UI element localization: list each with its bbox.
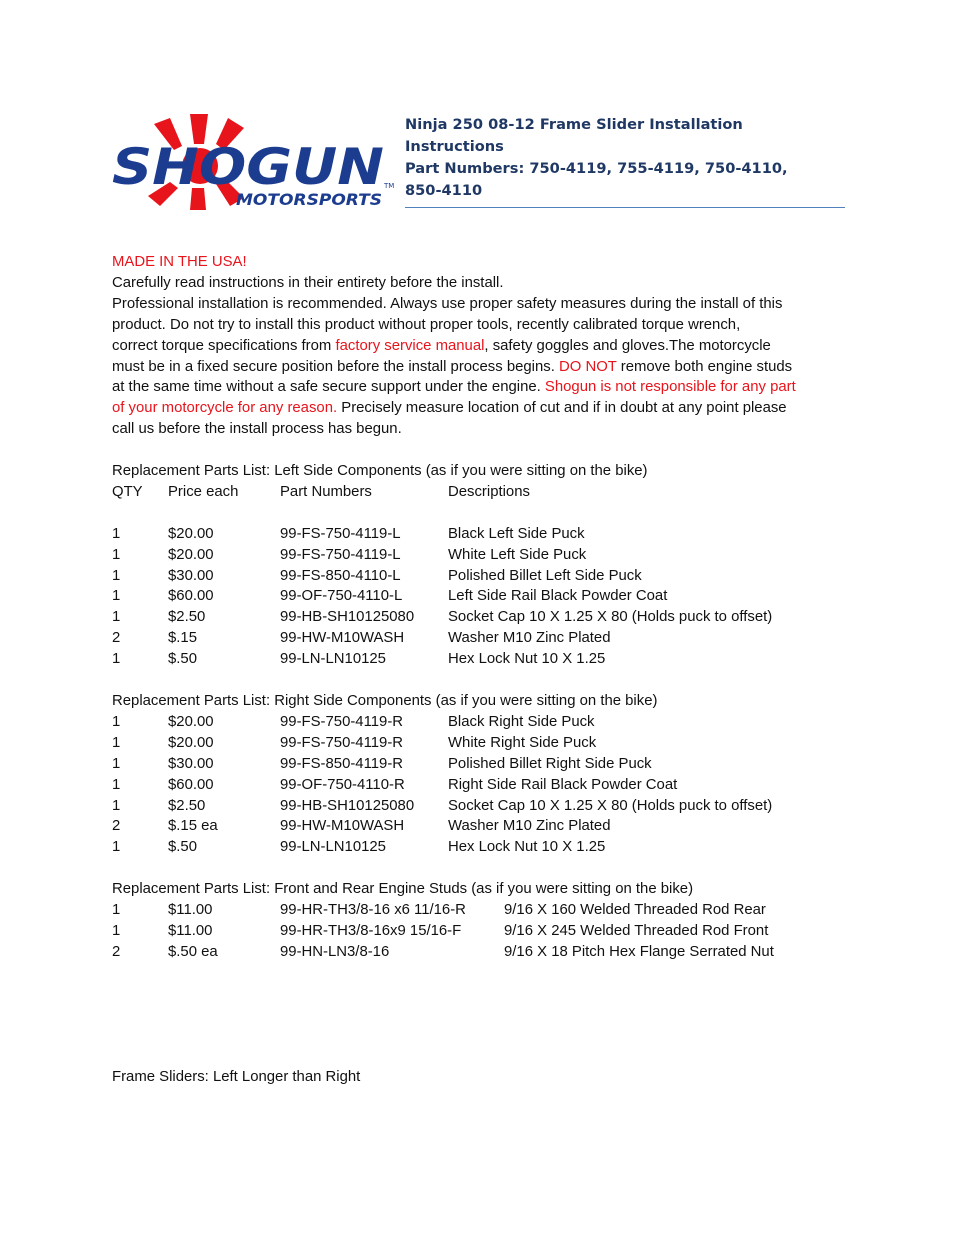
qty-cell: 1 — [112, 651, 121, 668]
qty-cell: 2 — [112, 630, 121, 647]
instructions-line: call us before the install process has begun. — [112, 421, 402, 438]
price-cell: $2.50 — [168, 609, 206, 626]
instructions-body — [112, 252, 852, 1088]
qty-cell: 1 — [112, 776, 121, 793]
table-row — [112, 566, 852, 587]
studs-parts-heading: Replacement Parts List: Front and Rear Engine Studs (as if you were sitting on the bike) — [112, 881, 694, 898]
part-number-cell: 99-HR-TH3/8-16x9 15/16-F — [280, 922, 462, 939]
part-number-cell: 99-FS-750-4119-L — [280, 546, 401, 563]
price-cell: $20.00 — [168, 546, 214, 563]
price-cell: $30.00 — [168, 567, 214, 584]
price-cell: $11.00 — [168, 902, 213, 919]
price-cell: $.50 — [168, 839, 197, 856]
instructions-line: at the same time without a safe secure support under the engine. Shogun is not responsible for any part — [112, 379, 796, 396]
made-in-usa: MADE IN THE USA! — [112, 254, 247, 270]
table-row — [112, 796, 852, 817]
table-row — [112, 649, 852, 670]
part-number-cell: 99-OF-750-4110-R — [280, 776, 405, 793]
liability-warning: of your motorcycle for any reason. — [112, 400, 338, 417]
qty-cell: 1 — [112, 839, 121, 856]
price-cell: $.50 ea — [168, 943, 218, 960]
description-cell: Right Side Rail Black Powder Coat — [448, 776, 678, 793]
description-cell: White Left Side Puck — [448, 546, 587, 563]
part-number-cell: 99-FS-850-4110-L — [280, 567, 401, 584]
qty-cell: 1 — [112, 755, 121, 772]
part-number-cell: 99-HW-M10WASH — [280, 630, 405, 647]
description-cell: Socket Cap 10 X 1.25 X 80 (Holds puck to offset) — [448, 609, 773, 626]
table-row — [112, 524, 852, 545]
price-cell: $60.00 — [168, 588, 214, 605]
part-number-cell: 99-LN-LN10125 — [280, 839, 386, 856]
instructions-line: Professional installation is recommended. Always use proper safety measures during the install of this — [112, 295, 783, 312]
qty-cell: 1 — [112, 797, 121, 814]
price-cell: $20.00 — [168, 525, 214, 542]
description-cell: 9/16 X 245 Welded Threaded Rod Front — [504, 922, 769, 939]
price-cell: $30.00 — [168, 755, 214, 772]
svg-text:TM: TM — [384, 182, 394, 190]
table-row — [112, 733, 852, 754]
price-cell: $11.00 — [168, 922, 213, 939]
description-cell: Black Left Side Puck — [448, 525, 585, 542]
part-number-cell: 99-FS-750-4119-L — [280, 525, 401, 542]
column-header: Price each — [168, 483, 239, 500]
do-not-warning: DO NOT — [558, 358, 617, 375]
column-header: QTY — [112, 483, 143, 500]
qty-cell: 1 — [112, 567, 121, 584]
footer-note: Frame Sliders: Left Longer than Right — [112, 1068, 361, 1085]
price-cell: $.15 — [168, 630, 197, 647]
part-number-cell: 99-HB-SH10125080 — [280, 609, 415, 626]
read-first: Carefully read instructions in their entirety before the install. — [112, 274, 504, 291]
price-cell: $20.00 — [168, 713, 214, 730]
table-row — [112, 628, 852, 649]
part-numbers-line: 850-4110 — [405, 182, 483, 199]
table-row — [112, 816, 852, 837]
part-number-cell: 99-HW-M10WASH — [280, 818, 405, 835]
left-parts-heading: Replacement Parts List: Left Side Components (as if you were sitting on the bike) — [112, 463, 648, 480]
table-row — [112, 586, 852, 607]
instructions-line: product. Do not try to install this product without proper tools, recently calibrated torque wrench, — [112, 316, 741, 333]
svg-text:SHOGUN: SHOGUN — [112, 138, 384, 196]
table-row — [112, 942, 852, 963]
svg-text:MOTORSPORTS: MOTORSPORTS — [236, 190, 382, 209]
part-number-cell: 99-FS-750-4119-R — [280, 713, 404, 730]
table-row — [112, 775, 852, 796]
table-row — [112, 607, 852, 628]
part-number-cell: 99-HB-SH10125080 — [280, 797, 415, 814]
price-cell: $2.50 — [168, 797, 206, 814]
service-manual-note: factory service manual — [335, 337, 485, 354]
description-cell: Hex Lock Nut 10 X 1.25 — [448, 839, 606, 856]
part-number-cell: 99-FS-850-4119-R — [280, 755, 404, 772]
qty-cell: 1 — [112, 902, 121, 919]
qty-cell: 1 — [112, 609, 121, 626]
price-cell: $60.00 — [168, 776, 214, 793]
shogun-motorsports-logo — [112, 110, 394, 210]
description-cell: Left Side Rail Black Powder Coat — [448, 588, 668, 605]
description-cell: Washer M10 Zinc Plated — [448, 630, 611, 647]
table-row — [112, 837, 852, 858]
part-number-cell: 99-HR-TH3/8-16 x6 11/16-R — [280, 902, 466, 919]
left-parts-table — [112, 524, 852, 670]
table-row — [112, 712, 852, 733]
studs-parts-table — [112, 900, 852, 963]
description-cell: Washer M10 Zinc Plated — [448, 818, 611, 835]
qty-cell: 1 — [112, 734, 121, 751]
price-cell: $.15 ea — [168, 818, 218, 835]
title-line: Instructions — [405, 138, 504, 155]
liability-warning: Shogun is not responsible for any part — [544, 379, 796, 396]
instructions-line: correct torque specifications from factory service manual, safety goggles and gloves.The motorcycle — [112, 337, 771, 354]
instructions-line: must be in a fixed secure position before the install process begins. DO NOT remove both engine studs — [112, 358, 793, 375]
column-header: Part Numbers — [280, 483, 372, 500]
description-cell: Polished Billet Left Side Puck — [448, 567, 642, 584]
qty-cell: 1 — [112, 922, 121, 939]
parts-table-header — [112, 482, 852, 503]
part-number-cell: 99-OF-750-4110-L — [280, 588, 403, 605]
description-cell: 9/16 X 18 Pitch Hex Flange Serrated Nut — [504, 943, 774, 960]
column-header: Descriptions — [448, 483, 530, 500]
description-cell: Socket Cap 10 X 1.25 X 80 (Holds puck to offset) — [448, 797, 773, 814]
description-cell: 9/16 X 160 Welded Threaded Rod Rear — [504, 902, 766, 919]
table-row — [112, 921, 852, 942]
price-cell: $20.00 — [168, 734, 214, 751]
description-cell: Black Right Side Puck — [448, 713, 595, 730]
title-line: Ninja 250 08-12 Frame Slider Installation — [405, 116, 743, 133]
qty-cell: 1 — [112, 546, 121, 563]
instructions-line: of your motorcycle for any reason. Precisely measure location of cut and if in doubt at any point please — [112, 400, 787, 417]
part-number-cell: 99-FS-750-4119-R — [280, 734, 404, 751]
qty-cell: 1 — [112, 588, 121, 605]
table-row — [112, 900, 852, 921]
right-parts-table — [112, 712, 852, 858]
price-cell: $.50 — [168, 651, 197, 668]
description-cell: White Right Side Puck — [448, 734, 597, 751]
document-title — [405, 114, 845, 208]
qty-cell: 1 — [112, 713, 121, 730]
description-cell: Hex Lock Nut 10 X 1.25 — [448, 651, 606, 668]
part-number-cell: 99-LN-LN10125 — [280, 651, 386, 668]
qty-cell: 2 — [112, 818, 121, 835]
qty-cell: 1 — [112, 525, 121, 542]
qty-cell: 2 — [112, 943, 121, 960]
description-cell: Polished Billet Right Side Puck — [448, 755, 652, 772]
right-parts-heading: Replacement Parts List: Right Side Components (as if you were sitting on the bike) — [112, 692, 658, 709]
table-row — [112, 545, 852, 566]
part-number-cell: 99-HN-LN3/8-16 — [280, 943, 390, 960]
table-row — [112, 754, 852, 775]
part-numbers-line: Part Numbers: 750-4119, 755-4119, 750-4110, — [405, 160, 788, 177]
